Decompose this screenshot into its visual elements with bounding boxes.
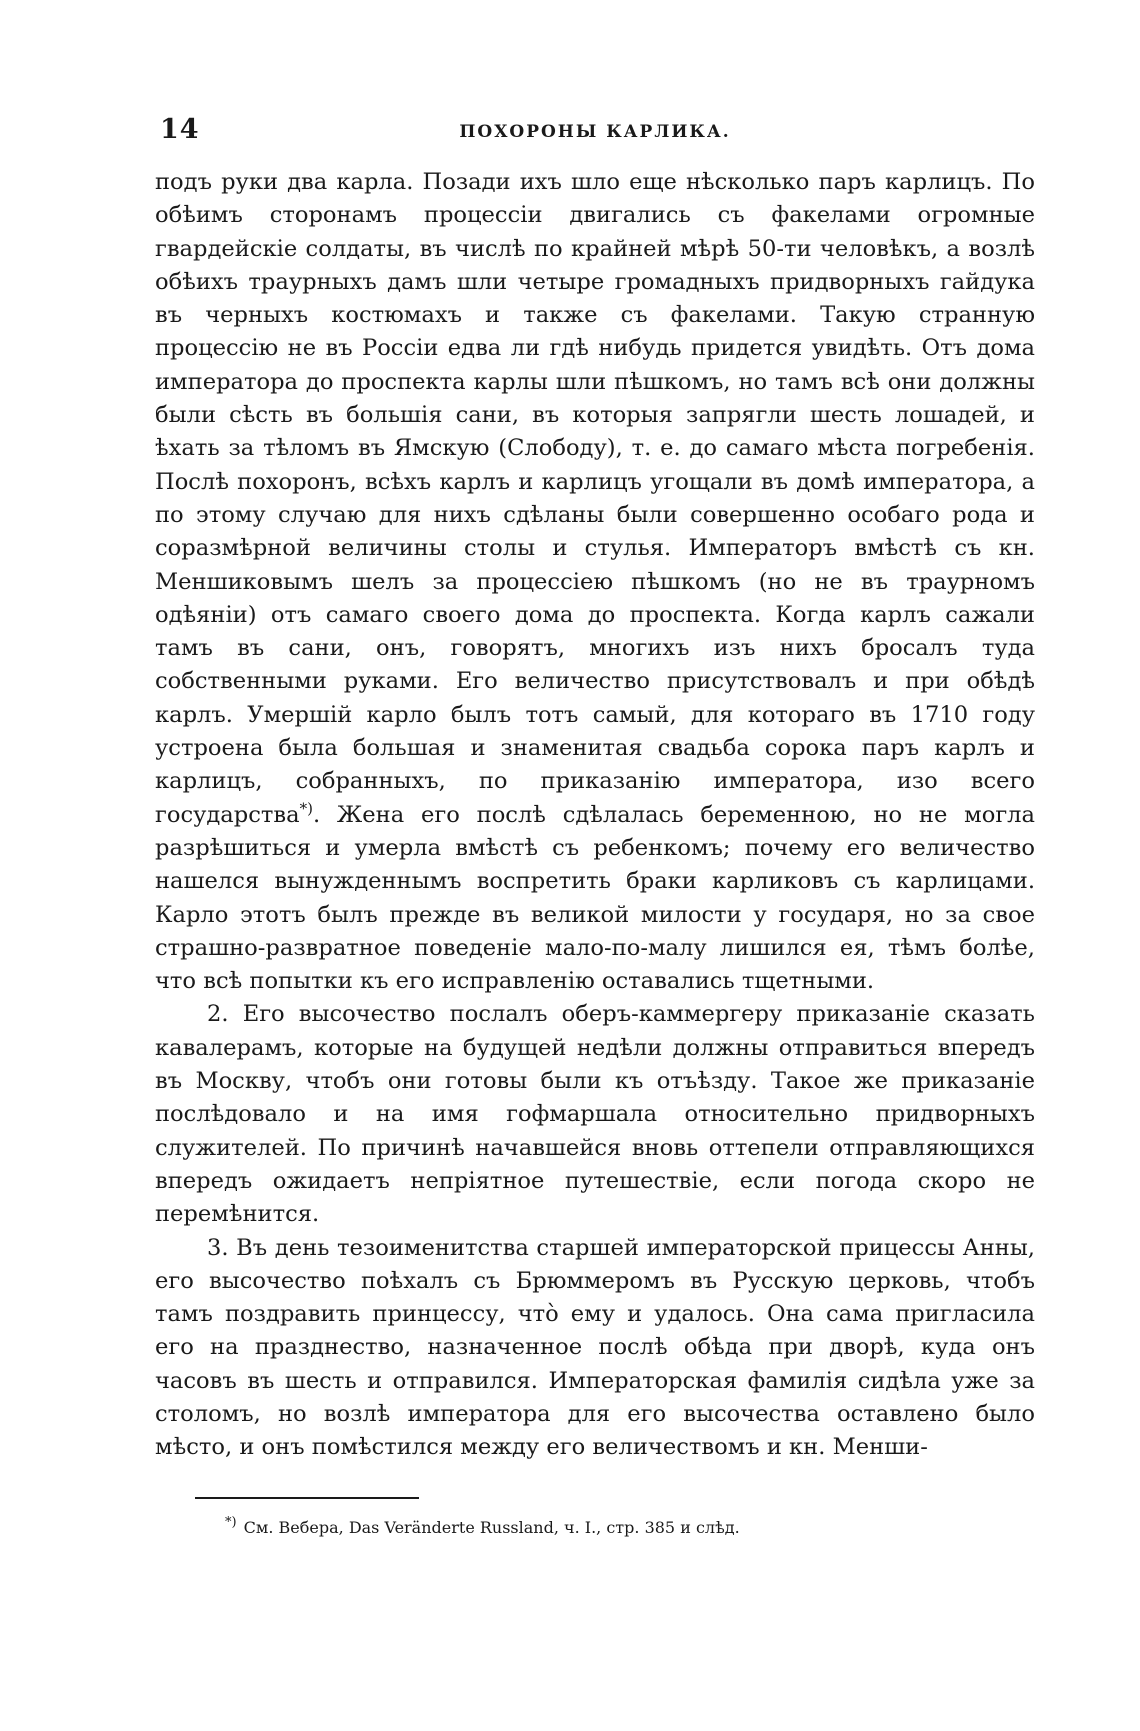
page-number: 14 bbox=[160, 114, 200, 145]
footnote-mark: *) bbox=[225, 1515, 237, 1531]
paragraph-2: 2. Его высочество послалъ оберъ-каммергеру приказаніе сказать кавалерамъ, которые на будущей недѣли должны отправиться впередъ въ Москву, чтобъ они готовы были къ отъѣзду. Такое же приказаніе послѣдовало и на имя гофмаршала относительно придворныхъ служителей. По причинѣ начавшейся вновь оттепели отправляющихся впередъ ожидаетъ непріятное путешествіе, если погода скоро не перемѣнится. bbox=[155, 1001, 1035, 1228]
paragraph-1-text: подъ руки два карла. Позади ихъ шло еще нѣсколько паръ карлицъ. По обѣимъ сторонамъ процессіи двигались съ факелами огромные гвардейскіе солдаты, въ числѣ по крайней мѣрѣ 50-ти человѣкъ, а возлѣ обѣихъ траурныхъ дамъ шли четыре громадныхъ придворныхъ гайдука въ черныхъ костюмахъ и также съ факелами. Такую странную процессію не въ Россіи едва ли гдѣ нибудь придется увидѣть. Отъ дома императора до проспекта карлы шли пѣшкомъ, но тамъ всѣ они должны были сѣсть въ большія сани, въ которыя запрягли шесть лошадей, и ѣхать за тѣломъ въ Ямскую (Слободу), т. е. до самаго мѣста погребенія. Послѣ похоронъ, всѣхъ карлъ и карлицъ угощали въ домѣ императора, а по этому случаю для нихъ сдѣланы были совершенно особаго рода и соразмѣрной величины столы и стулья. Императоръ вмѣстѣ съ кн. Меншиковымъ шелъ за процессіею пѣшкомъ (но не въ траурномъ одѣяніи) отъ самаго своего дома до проспекта. Когда карлъ сажали тамъ въ сани, онъ, говорятъ, многихъ изъ нихъ бросалъ туда собственными руками. Его величество присутствовалъ и при обѣдѣ карлъ. Умершій карло былъ тотъ самый, для котораго въ 1710 году устроена была большая и знаменитая свадьба сорока паръ карлъ и карлицъ, собранныхъ, по приказанію императора, изо всего государства bbox=[155, 169, 1035, 828]
book-page bbox=[155, 110, 1035, 1710]
body-text bbox=[155, 166, 1035, 1465]
footnote bbox=[225, 1517, 1035, 1539]
running-title: ПОХОРОНЫ КАРЛИКА. bbox=[459, 122, 731, 142]
footnote-text: См. Вебера, Das Veränderte Russland, ч. I., стр. 385 и слѣд. bbox=[243, 1517, 740, 1537]
footnote-separator bbox=[195, 1497, 419, 1499]
footnote-reference[interactable]: *) bbox=[299, 799, 313, 818]
paragraph-1 bbox=[155, 166, 1035, 998]
paragraph-3: 3. Въ день тезоименитства старшей императорской прицессы Анны, его высочество поѣхалъ съ Брюммеромъ въ Русскую церковь, чтобъ тамъ поздравить принцессу, что̀ ему и удалось. Она сама пригласила его на празднество, назначенное послѣ обѣда при дворѣ, куда онъ часовъ въ шесть и отправился. Императорская фамилія сидѣла уже за столомъ, но возлѣ императора для его высочества оставлено было мѣсто, и онъ помѣстился между его величествомъ и кн. Менши- bbox=[155, 1234, 1035, 1461]
paragraph-1-tail: . Жена его послѣ сдѣлалась беременною, но не могла разрѣшиться и умерла вмѣстѣ съ ребенкомъ; почему его величество нашелся вынужденнымъ воспретить браки карликовъ съ карлицами. Карло этотъ былъ прежде въ великой милости у государя, но за свое страшно-развратное поведеніе мало-по-малу лишился ея, тѣмъ болѣе, что всѣ попытки къ его исправленію оставались тщетными. bbox=[155, 801, 1035, 995]
running-head bbox=[155, 110, 1035, 144]
